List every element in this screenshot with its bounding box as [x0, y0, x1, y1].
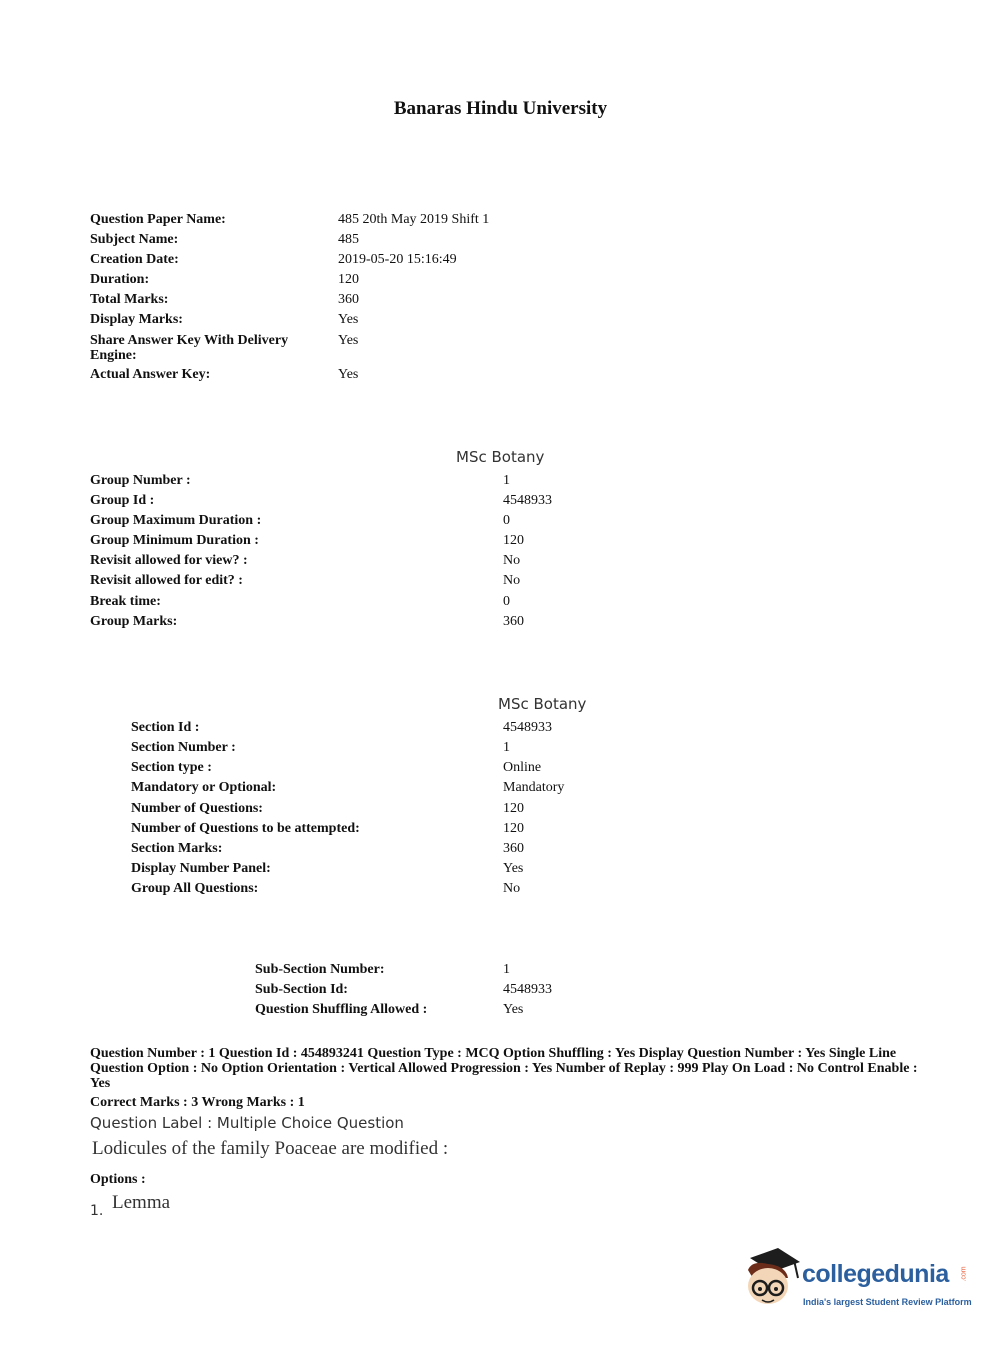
- section-row-value: 360: [503, 841, 524, 856]
- subject-name-label: Subject Name:: [90, 232, 179, 247]
- subsection-row-value: 1: [503, 962, 510, 977]
- options-label: Options :: [90, 1172, 146, 1187]
- section-row-label: Number of Questions:: [131, 801, 263, 816]
- group-row-label: Break time:: [90, 594, 161, 609]
- display-marks-label: Display Marks:: [90, 312, 183, 327]
- subject-name-value: 485: [338, 232, 359, 247]
- option-number: 1.: [90, 1203, 104, 1219]
- group-row-label: Group Minimum Duration :: [90, 533, 259, 548]
- share-answer-key-label: Share Answer Key With Delivery Engine:: [90, 333, 289, 363]
- section-row-label: Section type :: [131, 760, 212, 775]
- group-row-value: 1: [503, 473, 510, 488]
- group-row-label: Revisit allowed for view? :: [90, 553, 248, 568]
- section-row-value: Yes: [503, 861, 524, 876]
- collegedunia-logo: [742, 1248, 972, 1310]
- group-row-label: Group Id :: [90, 493, 155, 508]
- group-row-value: 4548933: [503, 493, 552, 508]
- section-heading: MSc Botany: [498, 695, 587, 713]
- actual-answer-key-value: Yes: [338, 367, 359, 382]
- subsection-row-label: Question Shuffling Allowed :: [255, 1002, 428, 1017]
- duration-value: 120: [338, 272, 359, 287]
- actual-answer-key-label: Actual Answer Key:: [90, 367, 211, 382]
- section-row-label: Number of Questions to be attempted:: [131, 821, 360, 836]
- question-text: Lodicules of the family Poaceae are modified :: [92, 1138, 449, 1159]
- section-row-value: No: [503, 881, 521, 896]
- section-row-value: 120: [503, 821, 524, 836]
- group-row-label: Group Marks:: [90, 614, 178, 629]
- section-row-label: Mandatory or Optional:: [131, 780, 277, 795]
- subsection-row-label: Sub-Section Id:: [255, 982, 348, 997]
- section-row-value: Online: [503, 760, 542, 775]
- duration-label: Duration:: [90, 272, 150, 287]
- section-row-label: Section Number :: [131, 740, 236, 755]
- section-row-value: 120: [503, 801, 524, 816]
- group-row-value: 0: [503, 594, 510, 609]
- logo-name: collegedunia: [802, 1260, 949, 1288]
- question-header: Question Number : 1 Question Id : 454893241 Question Type : MCQ Option Shuffling : Yes Display Question Number : Yes Single Line Question Option : No Option Orientation : Vertical Allowed Progression : Yes Number of Replay : 999 Play On Load : No Control Enable : Yes: [90, 1046, 918, 1091]
- section-row-value: Mandatory: [503, 780, 565, 795]
- display-marks-value: Yes: [338, 312, 359, 327]
- document-title: Banaras Hindu University: [393, 98, 608, 119]
- section-row-value: 4548933: [503, 720, 552, 735]
- subsection-row-value: 4548933: [503, 982, 552, 997]
- group-row-value: 0: [503, 513, 510, 528]
- logo-suffix: .com: [960, 1266, 968, 1282]
- group-row-value: 120: [503, 533, 524, 548]
- group-row-label: Revisit allowed for edit? :: [90, 573, 243, 588]
- option-text: Lemma: [112, 1192, 171, 1213]
- group-row-label: Group Maximum Duration :: [90, 513, 262, 528]
- question-label: Question Label : Multiple Choice Question: [90, 1114, 404, 1132]
- group-row-label: Group Number :: [90, 473, 191, 488]
- share-answer-key-value: Yes: [338, 333, 359, 348]
- section-row-label: Display Number Panel:: [131, 861, 271, 876]
- mascot-icon: [742, 1248, 800, 1310]
- group-heading: MSc Botany: [456, 448, 545, 466]
- section-row-label: Group All Questions:: [131, 881, 259, 896]
- logo-tagline: India's largest Student Review Platform: [803, 1297, 972, 1307]
- section-row-label: Section Marks:: [131, 841, 223, 856]
- total-marks-label: Total Marks:: [90, 292, 169, 307]
- paper-name-value: 485 20th May 2019 Shift 1: [338, 212, 490, 227]
- creation-date-label: Creation Date:: [90, 252, 179, 267]
- group-row-value: No: [503, 553, 521, 568]
- group-row-value: 360: [503, 614, 524, 629]
- section-row-value: 1: [503, 740, 510, 755]
- paper-name-label: Question Paper Name:: [90, 212, 226, 227]
- question-marks: Correct Marks : 3 Wrong Marks : 1: [90, 1095, 305, 1110]
- group-row-value: No: [503, 573, 521, 588]
- subsection-row-label: Sub-Section Number:: [255, 962, 385, 977]
- total-marks-value: 360: [338, 292, 359, 307]
- subsection-row-value: Yes: [503, 1002, 524, 1017]
- creation-date-value: 2019-05-20 15:16:49: [338, 252, 457, 267]
- section-row-label: Section Id :: [131, 720, 200, 735]
